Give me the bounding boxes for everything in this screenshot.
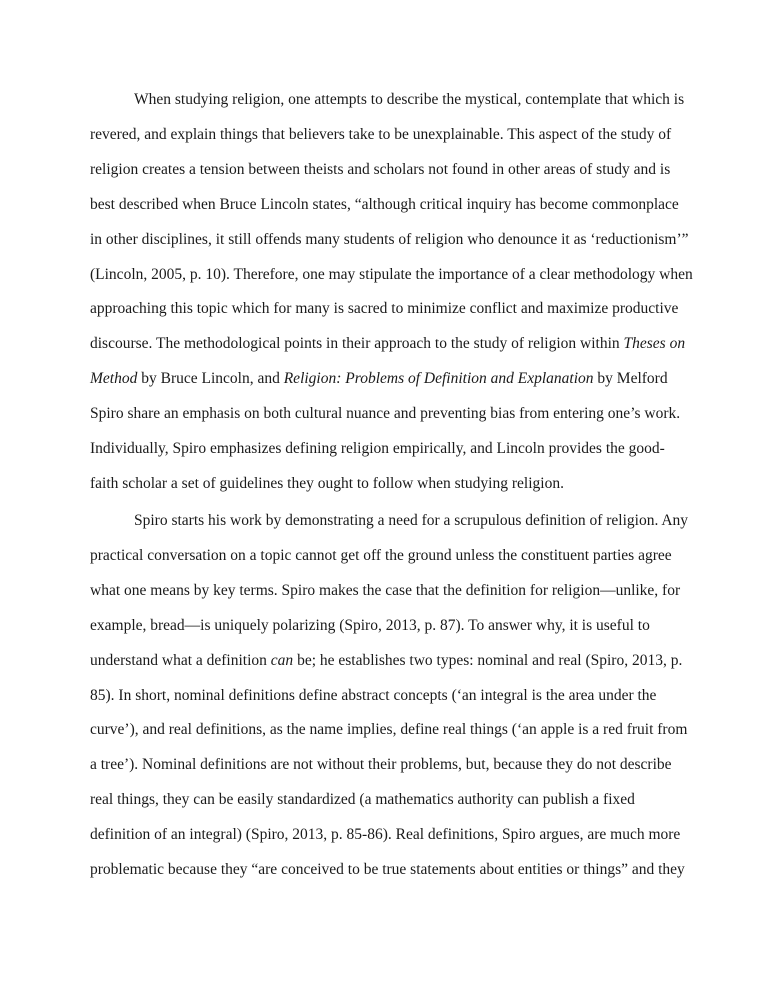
- body-text: When studying religion, one attempts to describe the mystical, contemplate that which is: [134, 91, 685, 108]
- italic-title-text: Method: [90, 370, 138, 388]
- body-text: real things, they can be easily standardized (a mathematics authority can publish a fixed: [90, 791, 635, 809]
- body-text: be; he establishes two types: nominal and real (Spiro, 2013, p.: [293, 651, 683, 669]
- body-text: Individually, Spiro emphasizes defining religion empirically, and Lincoln provides the good-: [90, 440, 665, 457]
- body-text: 85). In short, nominal definitions define abstract concepts (‘an integral is the area under the: [90, 686, 657, 704]
- body-text: definition of an integral) (Spiro, 2013, p. 85-86). Real definitions, Spiro argues, are much more: [90, 826, 681, 844]
- body-text: what one means by key terms. Spiro makes the case that the definition for religion—unlike, for: [90, 581, 681, 599]
- paragraph-2-line-10: [90, 825, 680, 845]
- paragraph-2-line-4: [90, 616, 650, 636]
- body-text: (Lincoln, 2005, p. 10). Therefore, one may stipulate the importance of a clear methodology when: [90, 265, 693, 283]
- body-text: practical conversation on a topic cannot get off the ground unless the constituent parties agree: [90, 546, 672, 564]
- body-text: a tree’). Nominal definitions are not without their problems, but, because they do not describe: [90, 756, 672, 774]
- paragraph-2-line-3: [90, 581, 680, 601]
- paragraph-2-line-1: [134, 511, 688, 531]
- paragraph-2-line-6: [90, 686, 656, 706]
- paragraph-1-line-2: [90, 125, 671, 145]
- body-text: in other disciplines, it still offends many students of religion who denounce it as ‘reductionism’”: [90, 230, 689, 248]
- body-text: by Bruce Lincoln, and: [137, 370, 284, 388]
- italic-title-text: Theses on: [623, 335, 686, 353]
- body-text: example, bread—is uniquely polarizing (Spiro, 2013, p. 87). To answer why, it is useful to: [90, 616, 650, 634]
- paragraph-2-line-5: [90, 651, 682, 671]
- body-text: best described when Bruce Lincoln states, “although critical inquiry has become commonplace: [90, 195, 679, 213]
- body-text: problematic because they “are conceived to be true statements about entities or things” and they: [90, 861, 685, 878]
- paragraph-1-line-4: [90, 195, 679, 215]
- paragraph-1-line-6: [90, 265, 693, 285]
- paragraph-1-line-12: [90, 474, 564, 494]
- italic-title-text: Religion: Problems of Definition and Explanation: [283, 370, 594, 388]
- body-text: religion creates a tension between theists and scholars not found in other areas of study and is: [90, 160, 671, 178]
- paragraph-1-line-3: [90, 160, 670, 180]
- paragraph-1-line-10: [90, 404, 680, 424]
- body-text: understand what a definition: [90, 651, 271, 669]
- body-text: approaching this topic which for many is sacred to minimize conflict and maximize productive: [90, 300, 679, 318]
- paragraph-2-line-2: [90, 546, 672, 566]
- body-text: discourse. The methodological points in their approach to the study of religion within: [90, 335, 624, 353]
- body-text: Spiro starts his work by demonstrating a need for a scrupulous definition of religion. Any: [134, 512, 689, 529]
- body-text: by Melford: [593, 370, 668, 388]
- paragraph-1-line-9: [90, 369, 668, 389]
- body-text: curve’), and real definitions, as the name implies, define real things (‘an apple is a red fruit from: [90, 721, 688, 739]
- paragraph-2-line-7: [90, 720, 687, 740]
- paragraph-1-line-11: [90, 439, 665, 459]
- paragraph-2-line-9: [90, 790, 635, 810]
- paragraph-1-line-5: [90, 230, 689, 250]
- paragraph-1-line-8: [90, 334, 685, 354]
- body-text: revered, and explain things that believers take to be unexplainable. This aspect of the study of: [90, 125, 672, 143]
- paragraph-2-line-11: [90, 860, 685, 880]
- paragraph-1-line-7: [90, 299, 678, 319]
- italic-title-text: can: [270, 651, 294, 669]
- paragraph-1-line-1: [134, 90, 684, 110]
- paragraph-2-line-8: [90, 755, 672, 775]
- body-text: faith scholar a set of guidelines they ought to follow when studying religion.: [90, 474, 564, 492]
- body-text: Spiro share an emphasis on both cultural nuance and preventing bias from entering one’s work.: [90, 405, 681, 423]
